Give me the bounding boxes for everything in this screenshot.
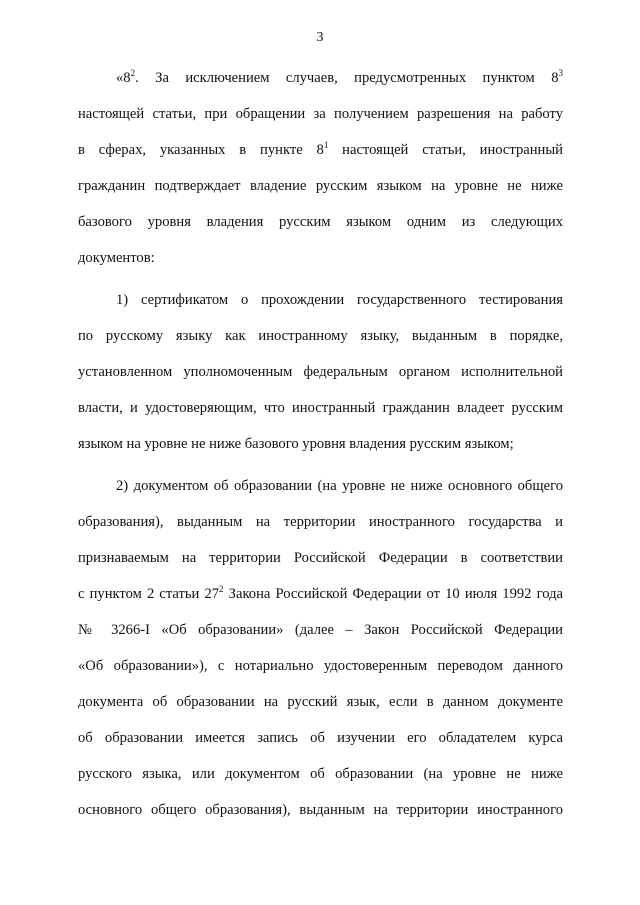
document-body — [78, 60, 563, 828]
text-line: русского языка, или документом об образовании (на уровне не ниже — [78, 766, 563, 782]
text-line: настоящей статьи, при обращении за получением разрешения на работу — [78, 106, 563, 122]
text-line: образования), выданным на территории иностранного государства и — [78, 514, 563, 530]
text-line: установленном уполномоченным федеральным органом исполнительной — [78, 364, 563, 380]
text-line: 1) сертификатом о прохождении государственного тестирования — [116, 292, 563, 308]
text-line: по русскому языку как иностранному языку, выданным в порядке, — [78, 328, 563, 344]
text-line: с пунктом 2 статьи $27^2$ Закона Российской Федерации от 10 июля 1992 года — [78, 584, 563, 602]
text-line: гражданин подтверждает владение русским языком на уровне не ниже — [78, 178, 563, 194]
text-line: языком на уровне не ниже базового уровня владения русским языком; — [78, 436, 514, 452]
paragraph-item-2 — [78, 468, 563, 828]
page-number: 3 — [316, 30, 324, 45]
text-line: об образовании имеется запись об изучении его обладателем курса — [78, 730, 563, 746]
paragraph-8-2 — [78, 60, 563, 276]
paragraph-item-1 — [78, 282, 563, 462]
text-line: документов: — [78, 250, 155, 266]
text-line: документа об образовании на русский язык, если в данном документе — [78, 694, 563, 710]
text-line: базового уровня владения русским языком одним из следующих — [78, 214, 563, 230]
text-line: власти, и удостоверяющим, что иностранный гражданин владеет русским — [78, 400, 563, 416]
text-line: № 3266-I «Об образовании» (далее – Закон Российской Федерации — [78, 622, 563, 638]
text-line: «Об образовании»), с нотариально удостоверенным переводом данного — [78, 658, 563, 674]
text-line: 2) документом об образовании (на уровне не ниже основного общего — [116, 478, 563, 494]
text-line: в сферах, указанных в пункте $8^1$ настоящей статьи, иностранный — [78, 140, 563, 158]
text-line: «$8^2$. За исключением случаев, предусмотренных пунктом $8^3$ — [116, 68, 563, 86]
text-line: признаваемым на территории Российской Федерации в соответствии — [78, 550, 563, 566]
text-line: основного общего образования), выданным на территории иностранного — [78, 802, 563, 818]
